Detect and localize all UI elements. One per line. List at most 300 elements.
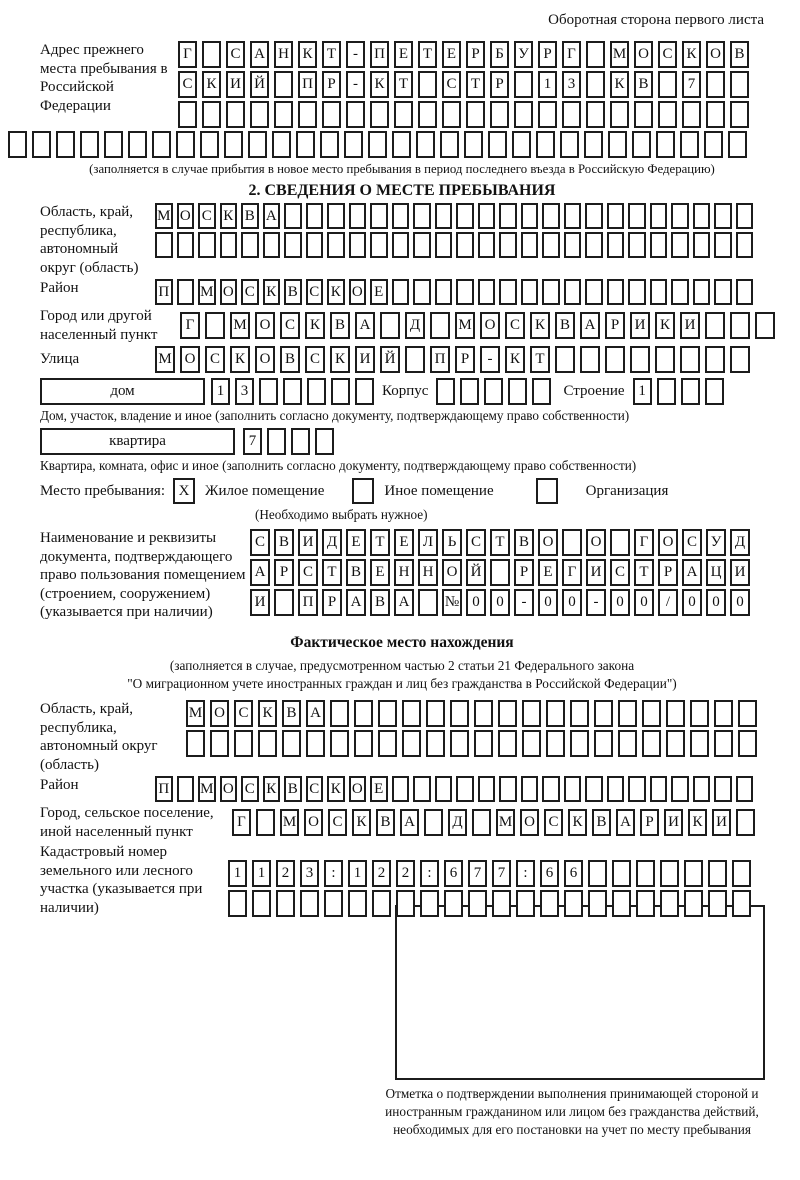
char-cell: 7: [468, 860, 487, 887]
fact-city-cells: [232, 809, 755, 836]
char-cell: [330, 730, 349, 757]
char-cell: [436, 378, 455, 405]
char-cell: К: [220, 203, 238, 229]
char-cell: С: [198, 203, 216, 229]
char-cell: [392, 776, 410, 802]
char-cell: И: [680, 312, 700, 339]
char-cell: А: [346, 589, 366, 616]
house-cells: [211, 378, 374, 405]
char-cell: [394, 101, 413, 128]
stay-type-label: Место пребывания:: [40, 482, 165, 499]
char-cell: 0: [490, 589, 510, 616]
char-cell: [315, 428, 334, 455]
char-cell: [642, 730, 661, 757]
char-cell: [282, 730, 301, 757]
char-cell: -: [586, 589, 606, 616]
char-cell: [666, 730, 685, 757]
char-cell: [521, 203, 539, 229]
char-cell: [456, 279, 474, 305]
char-cell: [714, 776, 732, 802]
fact-district-label: Район: [40, 777, 79, 794]
char-cell: [267, 428, 286, 455]
char-cell: Е: [346, 529, 366, 556]
char-cell: В: [284, 776, 302, 802]
char-cell: [650, 232, 668, 258]
city-cells: [180, 312, 775, 339]
char-cell: [732, 860, 751, 887]
char-cell: [200, 131, 219, 158]
char-cell: [128, 131, 147, 158]
char-cell: Р: [490, 71, 509, 98]
char-cell: [355, 378, 374, 405]
prev-address-rows: [178, 41, 749, 128]
char-cell: [466, 101, 485, 128]
char-cell: [607, 279, 625, 305]
char-cell: [484, 378, 503, 405]
district-row: [40, 279, 764, 305]
char-cell: 0: [562, 589, 582, 616]
char-cell: 7: [492, 860, 511, 887]
char-cell: Т: [530, 346, 550, 373]
prev-address-block: [40, 41, 764, 128]
char-cell: Г: [232, 809, 251, 836]
char-cell: О: [520, 809, 539, 836]
char-cell: 7: [682, 71, 701, 98]
region-row-2: [155, 232, 753, 258]
char-cell: [730, 312, 750, 339]
char-cell: 2: [372, 860, 391, 887]
char-cell: К: [352, 809, 371, 836]
char-cell: И: [250, 589, 270, 616]
char-cell: [490, 559, 510, 586]
char-cell: [684, 860, 703, 887]
apartment-row: [40, 428, 764, 455]
char-cell: П: [370, 41, 389, 68]
char-cell: [298, 101, 317, 128]
char-cell: [584, 131, 603, 158]
char-cell: [738, 700, 757, 727]
char-cell: [372, 890, 391, 917]
char-cell: О: [538, 529, 558, 556]
char-cell: [450, 700, 469, 727]
char-cell: [660, 890, 679, 917]
char-cell: [570, 700, 589, 727]
char-cell: А: [580, 312, 600, 339]
char-cell: [594, 700, 613, 727]
char-cell: С: [241, 776, 259, 802]
char-cell: С: [544, 809, 563, 836]
char-cell: К: [263, 776, 281, 802]
char-cell: О: [177, 203, 195, 229]
char-cell: П: [155, 279, 173, 305]
char-cell: [468, 890, 487, 917]
char-cell: К: [530, 312, 550, 339]
char-cell: О: [658, 529, 678, 556]
char-cell: К: [655, 312, 675, 339]
char-cell: [380, 312, 400, 339]
char-cell: [252, 890, 271, 917]
prev-address-note: (заполняется в случае прибытия в новое место пребывания в период последнего въезда в Российскую Федерацию): [89, 162, 715, 176]
char-cell: [392, 203, 410, 229]
char-cell: Й: [380, 346, 400, 373]
char-cell: [736, 809, 755, 836]
street-label: Улица: [40, 351, 80, 368]
char-cell: [658, 101, 677, 128]
char-cell: [714, 279, 732, 305]
char-cell: [630, 346, 650, 373]
char-cell: [456, 776, 474, 802]
char-cell: О: [304, 809, 323, 836]
char-cell: [435, 776, 453, 802]
char-cell: [498, 700, 517, 727]
char-cell: [177, 279, 195, 305]
char-cell: В: [634, 71, 653, 98]
char-cell: [693, 232, 711, 258]
region-row: [40, 203, 764, 277]
char-cell: [349, 203, 367, 229]
char-cell: [605, 346, 625, 373]
char-cell: [564, 232, 582, 258]
char-cell: [542, 232, 560, 258]
char-cell: 3: [562, 71, 581, 98]
char-cell: С: [250, 529, 270, 556]
char-cell: С: [226, 41, 245, 68]
char-cell: [327, 232, 345, 258]
char-cell: А: [355, 312, 375, 339]
char-cell: Н: [274, 41, 293, 68]
char-cell: Е: [394, 41, 413, 68]
char-cell: [671, 203, 689, 229]
char-cell: [608, 131, 627, 158]
char-cell: [291, 428, 310, 455]
char-cell: [210, 730, 229, 757]
char-cell: С: [442, 71, 461, 98]
char-cell: [585, 232, 603, 258]
stroenie-cells: [633, 378, 724, 405]
char-cell: И: [664, 809, 683, 836]
char-cell: [499, 776, 517, 802]
char-cell: [392, 232, 410, 258]
fact-city-row: [40, 804, 764, 841]
residential-checkbox: X: [173, 478, 195, 504]
char-cell: 0: [706, 589, 726, 616]
char-cell: С: [280, 312, 300, 339]
char-cell: Т: [418, 41, 437, 68]
char-cell: П: [298, 589, 318, 616]
char-cell: С: [306, 776, 324, 802]
page-header: Оборотная сторона первого листа: [548, 12, 764, 28]
char-cell: [755, 312, 775, 339]
char-cell: [671, 776, 689, 802]
char-cell: [580, 346, 600, 373]
char-cell: Л: [418, 529, 438, 556]
char-cell: [241, 232, 259, 258]
char-cell: [704, 131, 723, 158]
char-cell: [714, 232, 732, 258]
char-cell: [478, 203, 496, 229]
char-cell: М: [230, 312, 250, 339]
house-label-box: дом: [40, 378, 205, 405]
char-cell: 0: [610, 589, 630, 616]
char-cell: [714, 730, 733, 757]
char-cell: [628, 232, 646, 258]
char-cell: Т: [370, 529, 390, 556]
char-cell: 1: [228, 860, 247, 887]
char-cell: [464, 131, 483, 158]
char-cell: К: [688, 809, 707, 836]
char-cell: [478, 232, 496, 258]
char-cell: [274, 101, 293, 128]
char-cell: [435, 279, 453, 305]
char-cell: А: [250, 41, 269, 68]
char-cell: 6: [444, 860, 463, 887]
char-cell: [588, 860, 607, 887]
char-cell: [198, 232, 216, 258]
char-cell: [730, 346, 750, 373]
char-cell: [331, 378, 350, 405]
char-cell: [396, 890, 415, 917]
char-cell: :: [516, 860, 535, 887]
region-label: Область, край, республика, автономный округ (область): [40, 204, 139, 276]
char-cell: [202, 101, 221, 128]
prev-address-row-1: [178, 41, 749, 68]
char-cell: [272, 131, 291, 158]
char-cell: Р: [455, 346, 475, 373]
fact-region-row: [40, 700, 764, 774]
char-cell: В: [330, 312, 350, 339]
fact-city-label: Город, сельское поселение, иной населенный пункт: [40, 805, 214, 840]
char-cell: Т: [394, 71, 413, 98]
char-cell: М: [155, 346, 175, 373]
char-cell: -: [346, 41, 365, 68]
char-cell: [202, 41, 221, 68]
char-cell: [178, 101, 197, 128]
char-cell: И: [586, 559, 606, 586]
char-cell: [542, 776, 560, 802]
char-cell: С: [610, 559, 630, 586]
char-cell: [176, 131, 195, 158]
char-cell: [514, 71, 533, 98]
char-cell: П: [430, 346, 450, 373]
char-cell: -: [346, 71, 365, 98]
char-cell: К: [230, 346, 250, 373]
char-cell: 0: [730, 589, 750, 616]
char-cell: С: [178, 71, 197, 98]
char-cell: [248, 131, 267, 158]
char-cell: Й: [466, 559, 486, 586]
char-cell: [656, 131, 675, 158]
char-cell: Р: [466, 41, 485, 68]
char-cell: [618, 730, 637, 757]
char-cell: [628, 279, 646, 305]
prev-address-row-2: [178, 71, 749, 98]
char-cell: [296, 131, 315, 158]
char-cell: В: [284, 279, 302, 305]
char-cell: [514, 101, 533, 128]
char-cell: К: [370, 71, 389, 98]
char-cell: [585, 279, 603, 305]
char-cell: [612, 860, 631, 887]
fact-district-cells: [155, 776, 753, 802]
char-cell: О: [220, 279, 238, 305]
char-cell: М: [610, 41, 629, 68]
char-cell: [306, 730, 325, 757]
char-cell: [413, 232, 431, 258]
char-cell: [435, 203, 453, 229]
char-cell: [276, 890, 295, 917]
korpus-label: Корпус: [382, 383, 429, 399]
char-cell: [186, 730, 205, 757]
document-row-1: [250, 529, 750, 556]
char-cell: [413, 279, 431, 305]
apartment-note: Квартира, комната, офис и иное (заполнить согласно документу, подтверждающему право собственности): [40, 458, 637, 473]
char-cell: [378, 730, 397, 757]
prev-address-label: Адрес прежнего места пребывания в Российской Федерации: [40, 42, 168, 114]
char-cell: [177, 776, 195, 802]
organization-checkbox: [536, 478, 558, 504]
char-cell: [594, 730, 613, 757]
fact-region-row-1: [186, 700, 757, 727]
char-cell: С: [298, 559, 318, 586]
char-cell: [284, 203, 302, 229]
char-cell: К: [505, 346, 525, 373]
char-cell: [220, 232, 238, 258]
char-cell: [327, 203, 345, 229]
char-cell: М: [455, 312, 475, 339]
char-cell: [730, 101, 749, 128]
char-cell: М: [186, 700, 205, 727]
char-cell: [370, 232, 388, 258]
char-cell: [628, 776, 646, 802]
char-cell: [634, 101, 653, 128]
char-cell: В: [592, 809, 611, 836]
char-cell: [430, 312, 450, 339]
char-cell: [250, 101, 269, 128]
char-cell: Ь: [442, 529, 462, 556]
char-cell: [152, 131, 171, 158]
char-cell: [284, 232, 302, 258]
document-row-2: [250, 559, 750, 586]
char-cell: А: [394, 589, 414, 616]
char-cell: М: [198, 279, 216, 305]
char-cell: [413, 776, 431, 802]
char-cell: :: [324, 860, 343, 887]
char-cell: [378, 700, 397, 727]
char-cell: [499, 203, 517, 229]
char-cell: О: [210, 700, 229, 727]
char-cell: 0: [538, 589, 558, 616]
char-cell: [392, 131, 411, 158]
char-cell: [349, 232, 367, 258]
char-cell: А: [250, 559, 270, 586]
char-cell: К: [305, 312, 325, 339]
char-cell: [370, 101, 389, 128]
char-cell: [478, 776, 496, 802]
char-cell: Й: [250, 71, 269, 98]
char-cell: [492, 890, 511, 917]
house-row: [40, 378, 764, 405]
char-cell: [650, 203, 668, 229]
char-cell: К: [610, 71, 629, 98]
cadastral-row: [40, 843, 764, 917]
char-cell: [348, 890, 367, 917]
char-cell: [650, 776, 668, 802]
char-cell: -: [480, 346, 500, 373]
char-cell: 7: [243, 428, 262, 455]
char-cell: [104, 131, 123, 158]
char-cell: О: [586, 529, 606, 556]
char-cell: М: [198, 776, 216, 802]
char-cell: [456, 232, 474, 258]
char-cell: К: [327, 776, 345, 802]
char-cell: [300, 890, 319, 917]
char-cell: В: [280, 346, 300, 373]
char-cell: [610, 101, 629, 128]
char-cell: В: [730, 41, 749, 68]
char-cell: [450, 730, 469, 757]
char-cell: [542, 203, 560, 229]
char-cell: 6: [540, 860, 559, 887]
char-cell: О: [480, 312, 500, 339]
char-cell: [636, 860, 655, 887]
char-cell: О: [255, 312, 275, 339]
char-cell: [736, 232, 754, 258]
char-cell: [344, 131, 363, 158]
char-cell: [521, 232, 539, 258]
char-cell: [402, 700, 421, 727]
fact-location-note-1: (заполняется в случае, предусмотренном частью 2 статьи 21 Федерального закона: [169, 657, 635, 673]
char-cell: Г: [562, 559, 582, 586]
char-cell: А: [263, 203, 281, 229]
apartment-label-box: квартира: [40, 428, 235, 455]
char-cell: 0: [466, 589, 486, 616]
stroenie-label: Строение: [563, 383, 625, 399]
char-cell: К: [298, 41, 317, 68]
char-cell: С: [305, 346, 325, 373]
char-cell: [671, 279, 689, 305]
char-cell: Т: [634, 559, 654, 586]
char-cell: [532, 378, 551, 405]
fact-location-note-2: "О миграционном учете иностранных граждан и лиц без гражданства в Российской Федерации"): [127, 676, 677, 692]
char-cell: [610, 529, 630, 556]
char-cell: Е: [538, 559, 558, 586]
korpus-cells: [436, 378, 551, 405]
city-row: [40, 307, 764, 344]
char-cell: [693, 776, 711, 802]
char-cell: [705, 312, 725, 339]
char-cell: М: [280, 809, 299, 836]
char-cell: [690, 730, 709, 757]
char-cell: [522, 730, 541, 757]
char-cell: О: [349, 279, 367, 305]
char-cell: Д: [322, 529, 342, 556]
char-cell: [660, 860, 679, 887]
char-cell: [420, 890, 439, 917]
char-cell: [585, 203, 603, 229]
char-cell: [205, 312, 225, 339]
city-label: Город или другой населенный пункт: [40, 308, 158, 343]
residential-label: Жилое помещение: [205, 482, 325, 499]
char-cell: [546, 700, 565, 727]
char-cell: Д: [730, 529, 750, 556]
char-cell: О: [442, 559, 462, 586]
char-cell: [586, 41, 605, 68]
char-cell: [521, 776, 539, 802]
char-cell: [8, 131, 27, 158]
char-cell: [655, 346, 675, 373]
char-cell: [542, 279, 560, 305]
char-cell: [256, 809, 275, 836]
